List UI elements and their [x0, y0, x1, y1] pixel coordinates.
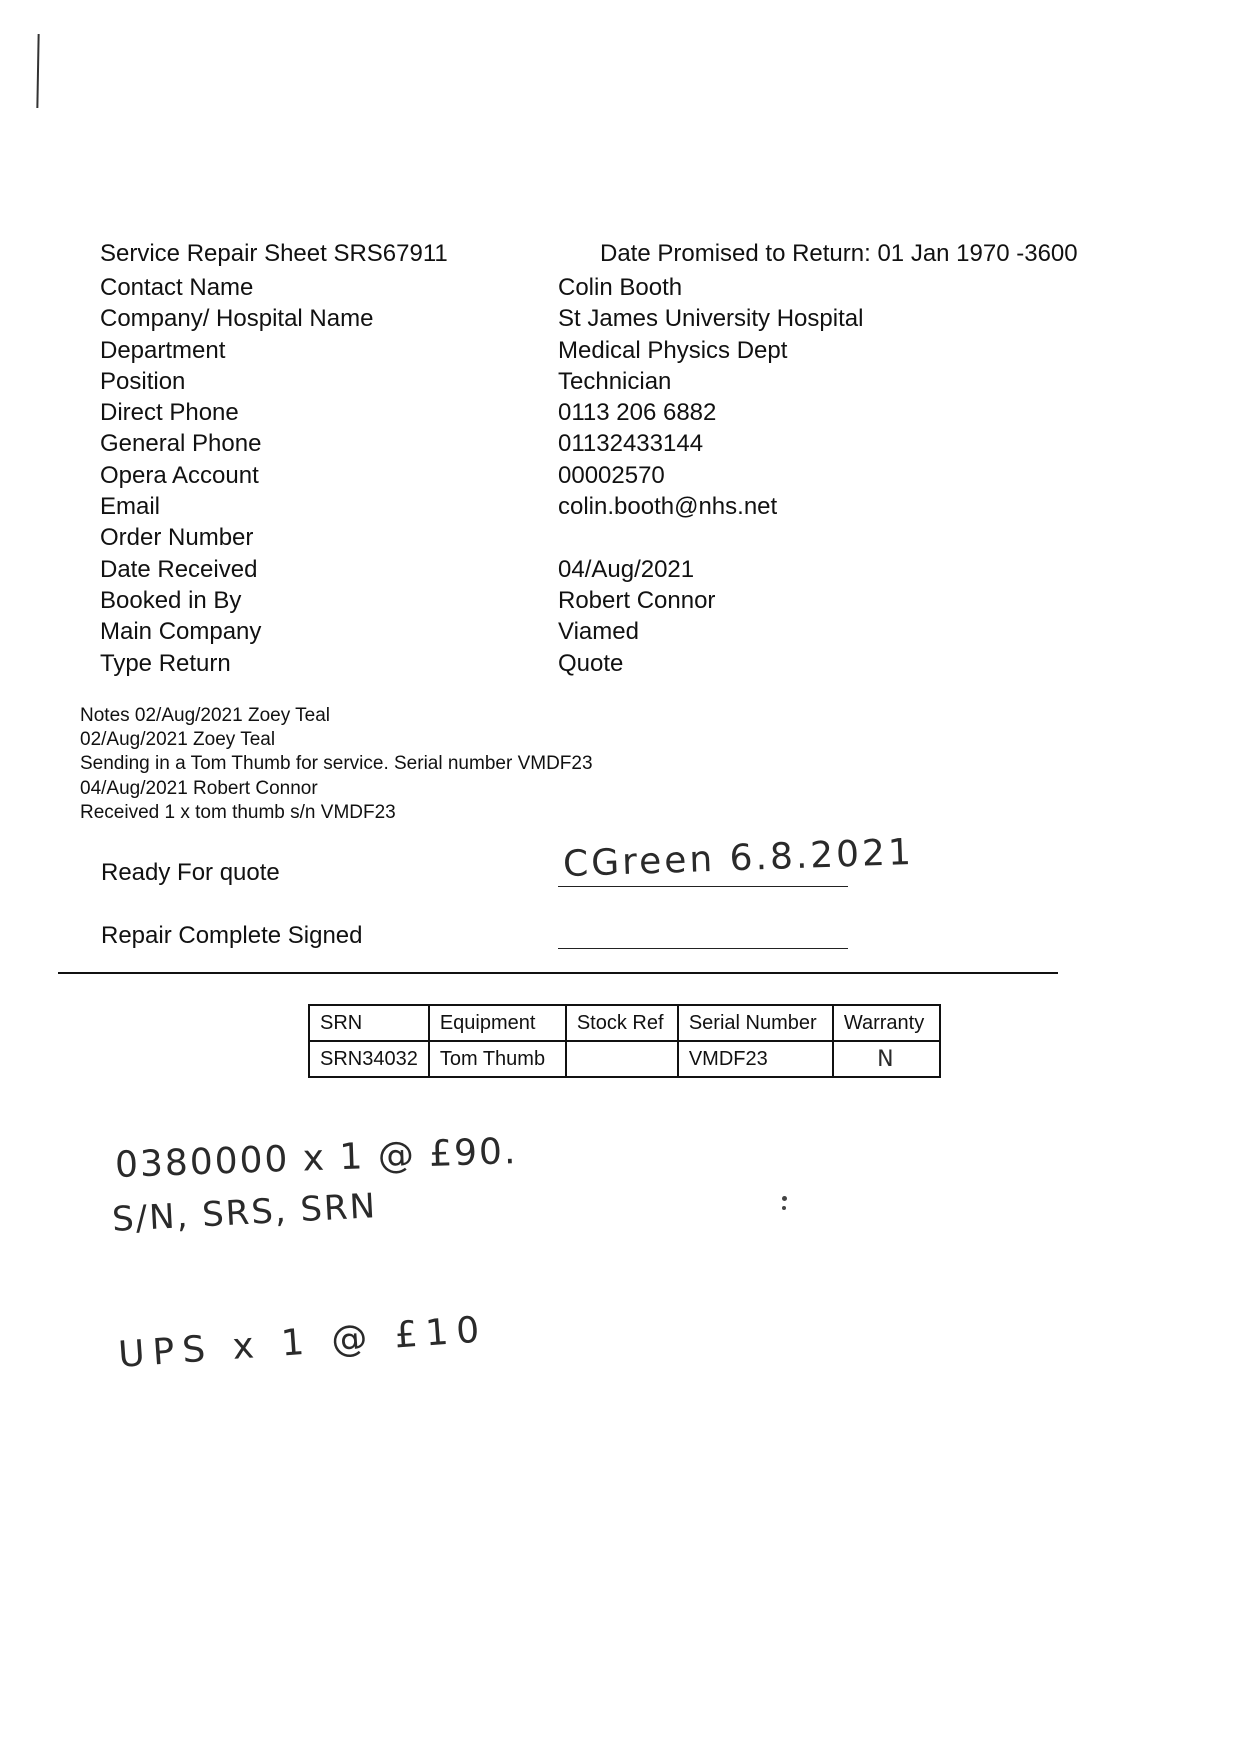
label-opera-account: Opera Account — [100, 461, 259, 489]
note-line: Notes 02/Aug/2021 Zoey Teal — [80, 705, 330, 726]
label-email: Email — [100, 493, 161, 521]
value-order-number — [558, 522, 863, 553]
label-booked-in-by: Booked in By — [100, 586, 242, 614]
equipment-table — [308, 1004, 941, 1078]
scan-speck — [782, 1206, 786, 1210]
scan-speck — [782, 1196, 787, 1201]
date-promised-to-return: Date Promised to Return: 01 Jan 1970 -3600 — [600, 240, 1078, 267]
label-general-phone: General Phone — [100, 430, 262, 458]
value-opera-account: 00002570 — [558, 461, 665, 489]
cell-stock-ref — [566, 1041, 678, 1077]
table-row — [309, 1041, 940, 1077]
header-stock-ref: Stock Ref — [566, 1005, 678, 1041]
value-main-company: Viamed — [558, 618, 639, 646]
table-header-row — [309, 1005, 940, 1041]
value-contact-name: Colin Booth — [558, 274, 683, 301]
label-order-number: Order Number — [100, 524, 254, 552]
label-position: Position — [100, 367, 186, 395]
value-type-return: Quote — [558, 649, 624, 677]
ready-signature-handwritten: CGreen 6.8.2021 — [562, 831, 915, 886]
cell-srn: SRN34032 — [309, 1041, 429, 1077]
value-position: Technician — [558, 367, 672, 395]
value-direct-phone: 0113 206 6882 — [558, 399, 717, 427]
value-email: colin.booth@nhs.net — [558, 493, 778, 521]
sheet-title: Service Repair Sheet SRS67911 — [100, 240, 448, 267]
handwritten-note-line-3: UPS x 1 @ £10 — [117, 1309, 489, 1376]
repair-complete-label: Repair Complete Signed — [101, 922, 363, 949]
cell-equipment: Tom Thumb — [429, 1041, 566, 1077]
ready-signature-line — [558, 886, 848, 887]
label-company: Company/ Hospital Name — [100, 305, 374, 333]
cell-warranty-handwritten: N — [833, 1041, 940, 1077]
value-date-received: 04/Aug/2021 — [558, 555, 695, 583]
value-company: St James University Hospital — [558, 305, 864, 333]
handwritten-note-line-2: S/N, SRS, SRN — [111, 1186, 379, 1240]
complete-signature-line — [558, 948, 848, 949]
label-contact-name: Contact Name — [100, 274, 254, 301]
label-type-return: Type Return — [100, 649, 231, 677]
note-line: Received 1 x tom thumb s/n VMDF23 — [80, 801, 396, 823]
header-serial-number: Serial Number — [678, 1005, 833, 1041]
header-srn: SRN — [309, 1005, 429, 1041]
label-date-received: Date Received — [100, 555, 258, 583]
handwritten-note-line-1: 0380000 x 1 @ £90. — [114, 1130, 519, 1187]
note-line: 04/Aug/2021 Robert Connor — [80, 777, 318, 799]
section-divider — [58, 972, 1058, 974]
label-main-company: Main Company — [100, 618, 262, 646]
header-equipment: Equipment — [429, 1005, 566, 1041]
header-warranty: Warranty — [833, 1005, 940, 1041]
cell-serial-number: VMDF23 — [678, 1041, 833, 1077]
ready-for-quote-label: Ready For quote — [101, 859, 280, 886]
note-line: 02/Aug/2021 Zoey Teal — [80, 729, 276, 751]
value-department: Medical Physics Dept — [558, 336, 788, 364]
field-labels — [100, 272, 373, 679]
field-values — [558, 272, 863, 679]
value-booked-in-by: Robert Connor — [558, 586, 716, 614]
label-department: Department — [100, 336, 226, 364]
scan-margin-mark — [36, 34, 39, 108]
note-line: Sending in a Tom Thumb for service. Serial number VMDF23 — [80, 753, 593, 775]
notes-block — [80, 704, 593, 825]
value-general-phone: 01132433144 — [558, 430, 704, 458]
label-direct-phone: Direct Phone — [100, 399, 239, 427]
